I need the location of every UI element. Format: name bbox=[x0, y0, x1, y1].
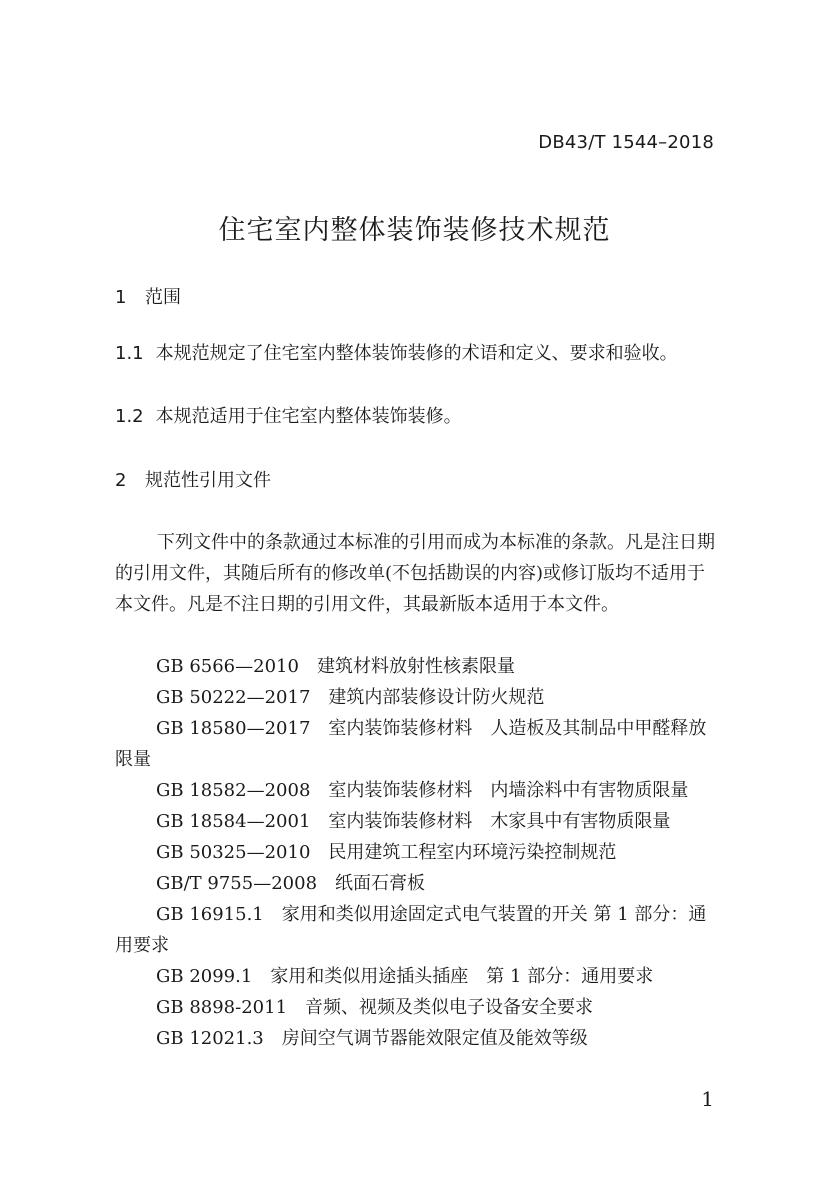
reference-item bbox=[115, 899, 715, 961]
reference-item bbox=[115, 1023, 715, 1054]
reference-item bbox=[115, 961, 715, 992]
reference-title: 室内装饰装修材料 木家具中有害物质限量 bbox=[328, 811, 671, 832]
clause-number: 1.1 bbox=[115, 343, 144, 364]
reference-code: GB 50222—2017 bbox=[156, 687, 311, 708]
reference-item bbox=[115, 806, 715, 837]
reference-item bbox=[115, 992, 715, 1023]
reference-code: GB 18580—2017 bbox=[156, 718, 311, 739]
reference-title: 音频、视频及类似电子设备安全要求 bbox=[305, 997, 594, 1018]
section-2-number: 2 bbox=[115, 470, 127, 491]
reference-item bbox=[115, 837, 715, 868]
reference-title: 建筑内部装修设计防火规范 bbox=[328, 687, 545, 708]
clause-text: 本规范适用于住宅室内整体装饰装修。 bbox=[155, 406, 462, 427]
standard-number: DB43/T 1544–2018 bbox=[538, 132, 714, 153]
reference-title: 家用和类似用途插头插座 第 1 部分：通用要求 bbox=[270, 966, 654, 987]
reference-code: GB 6566—2010 bbox=[156, 656, 299, 677]
reference-item bbox=[115, 682, 715, 713]
section-1-heading bbox=[115, 283, 181, 309]
reference-code: GB 16915.1 bbox=[156, 904, 264, 925]
reference-code: GB 18584—2001 bbox=[156, 811, 311, 832]
clause-number: 1.2 bbox=[115, 406, 144, 427]
clause-text: 本规范规定了住宅室内整体装饰装修的术语和定义、要求和验收。 bbox=[155, 343, 678, 364]
clause-1-2 bbox=[115, 401, 715, 433]
reference-item bbox=[115, 713, 715, 775]
reference-title: 房间空气调节器能效限定值及能效等级 bbox=[281, 1028, 588, 1049]
reference-item bbox=[115, 775, 715, 806]
reference-item bbox=[115, 868, 715, 899]
section-1-number: 1 bbox=[115, 287, 127, 308]
reference-code: GB 50325—2010 bbox=[156, 842, 311, 863]
reference-title: 民用建筑工程室内环境污染控制规范 bbox=[328, 842, 617, 863]
reference-list bbox=[115, 651, 715, 1054]
reference-code: GB 12021.3 bbox=[156, 1028, 264, 1049]
section-2-intro: 下列文件中的条款通过本标准的引用而成为本标准的条款。凡是注日期的引用文件，其随后所有的修改单(不包括勘误的内容)或修订版均不适用于本文件。凡是不注日期的引用文件，其最新版本适用于本文件。 bbox=[115, 532, 715, 615]
reference-code: GB 2099.1 bbox=[156, 966, 253, 987]
section-1-title: 范围 bbox=[145, 287, 181, 308]
reference-title: 建筑材料放射性核素限量 bbox=[316, 656, 515, 677]
reference-title: 室内装饰装修材料 人造板及其制品中甲醛释放限量 bbox=[115, 718, 707, 770]
reference-title: 家用和类似用途固定式电气装置的开关 第 1 部分：通用要求 bbox=[115, 904, 707, 956]
section-2-title: 规范性引用文件 bbox=[145, 470, 271, 491]
reference-title: 纸面石膏板 bbox=[335, 873, 426, 894]
reference-item bbox=[115, 651, 715, 682]
reference-code: GB 8898-2011 bbox=[156, 997, 288, 1018]
reference-code: GB 18582—2008 bbox=[156, 780, 311, 801]
reference-title: 室内装饰装修材料 内墙涂料中有害物质限量 bbox=[328, 780, 689, 801]
page-number: 1 bbox=[701, 1087, 714, 1111]
document-title: 住宅室内整体装饰装修技术规范 bbox=[218, 215, 611, 246]
section-2-heading bbox=[115, 466, 271, 492]
reference-code: GB/T 9755—2008 bbox=[156, 873, 318, 894]
clause-1-1 bbox=[115, 338, 715, 370]
